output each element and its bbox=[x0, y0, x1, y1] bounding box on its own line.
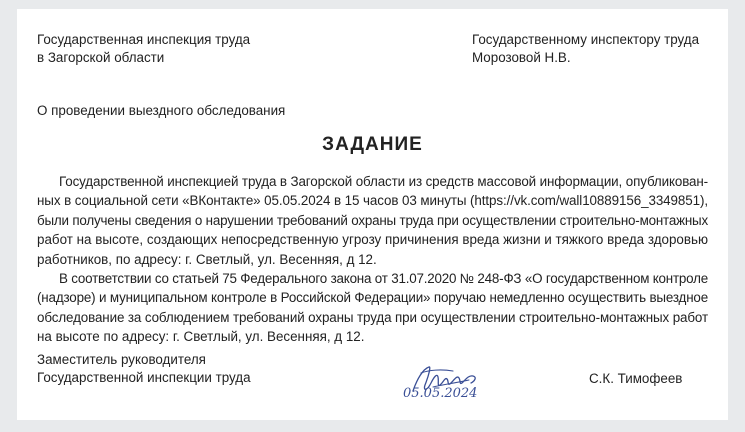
body-line: ных в социальной сети «ВКонтакте» 05.05.2024 в 15 часов 03 минуты (https://vk.com/wall10889156_3349851), bbox=[37, 193, 708, 209]
signer-position-block bbox=[37, 351, 251, 387]
recipient-line-2: Морозовой Н.В. bbox=[472, 50, 571, 65]
sender-block bbox=[37, 31, 250, 67]
document-sheet bbox=[17, 9, 728, 420]
document-title: ЗАДАНИЕ bbox=[322, 134, 423, 155]
sender-line-1: Государственная инспекция труда bbox=[37, 32, 251, 47]
body-line: работ на высоте, создающих непосредственную угрозу причинения вреда жизни и тяжкого вреда здоровью bbox=[37, 232, 708, 248]
document-body bbox=[37, 172, 708, 347]
signature-date: 05.05.2024 bbox=[403, 386, 478, 401]
signer-name: С.К. Тимофеев bbox=[589, 371, 683, 386]
body-line: были получены сведения о нарушении требований охраны труда при осуществлении строительно-монтажных bbox=[37, 212, 708, 228]
body-paragraph-1 bbox=[37, 172, 708, 269]
body-paragraph-2 bbox=[37, 269, 708, 347]
body-line: на высоте по адресу: г. Светлый, ул. Весенняя, д 12. bbox=[37, 329, 365, 345]
body-line: обследование за соблюдением требований охраны труда при осуществлении строительно-монтажных работ bbox=[37, 309, 708, 325]
body-line: работников, по адресу: г. Светлый, ул. Весенняя, д 12. bbox=[37, 251, 377, 267]
recipient-block bbox=[472, 31, 699, 67]
body-line: Государственной инспекцией труда в Загорской области из средств массовой информации, опубликован- bbox=[59, 174, 708, 189]
document-subject: О проведении выездного обследования bbox=[37, 103, 286, 118]
recipient-line-1: Государственному инспектору труда bbox=[472, 32, 700, 47]
body-line: В соответствии со статьей 75 Федерального закона от 31.07.2020 № 248-ФЗ «О государственном контроле bbox=[59, 271, 709, 287]
signer-position-line-1: Заместитель руководителя bbox=[37, 352, 206, 367]
body-line: (надзоре) и муниципальном контроле в Российской Федерации» поручаю немедленно осуществить выездное bbox=[37, 290, 709, 306]
signer-position-line-2: Государственной инспекции труда bbox=[37, 370, 251, 385]
sender-line-2: в Загорской области bbox=[37, 50, 165, 65]
